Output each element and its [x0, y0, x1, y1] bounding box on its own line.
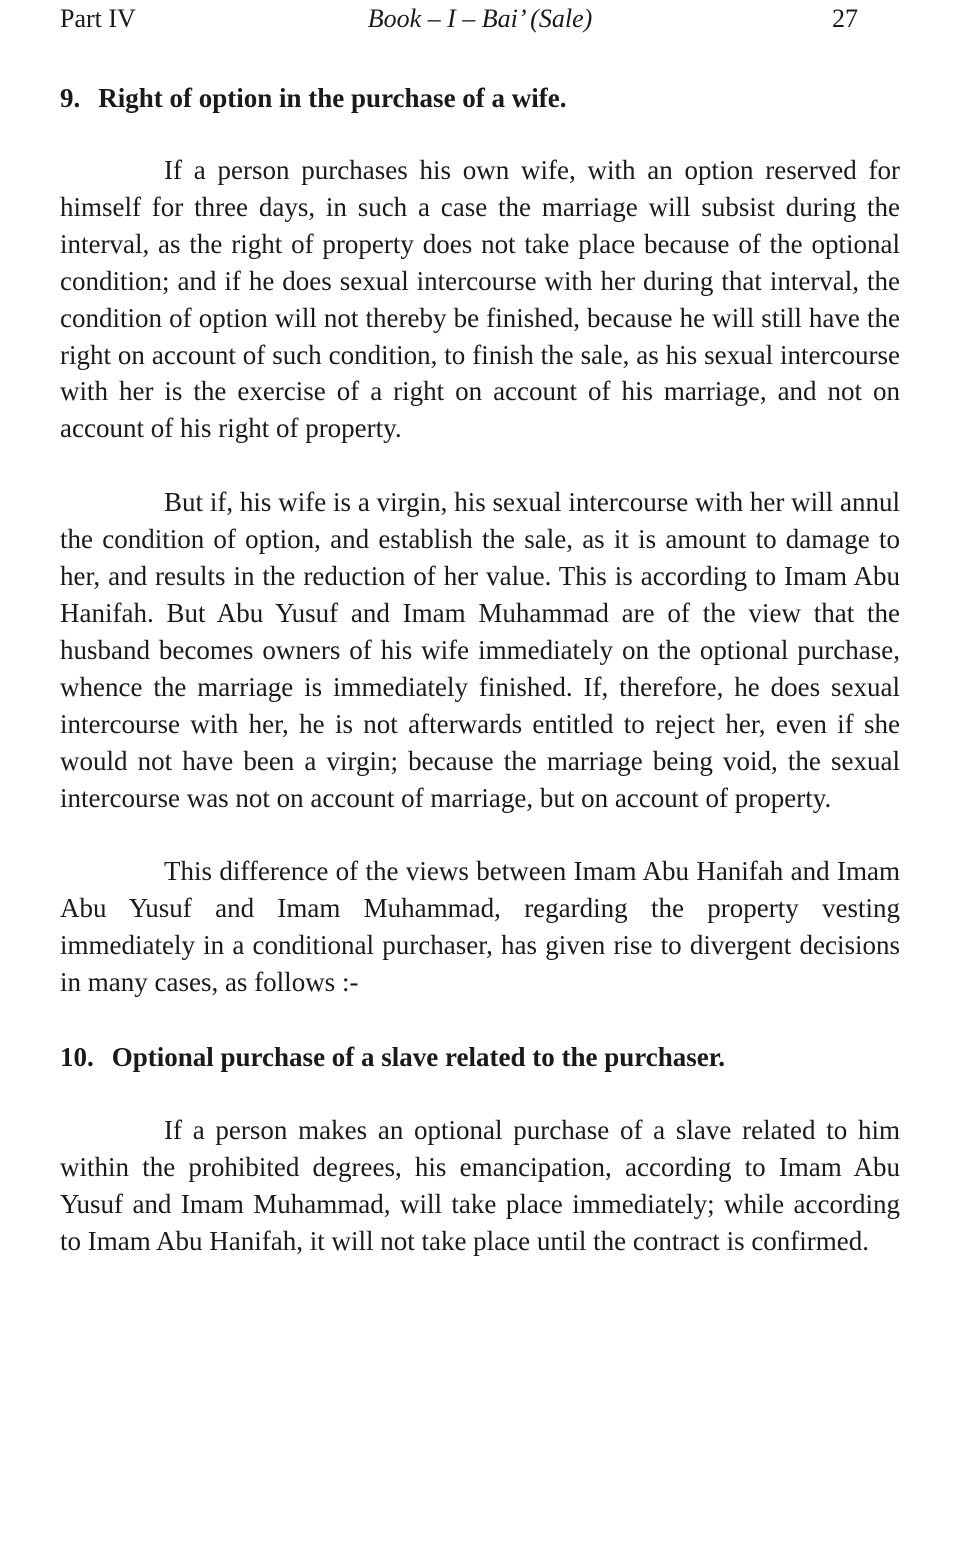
part-label: Part IV: [60, 4, 136, 33]
paragraph: This difference of the views between Imam Abu Hanifah and Imam Abu Yusuf and Imam Muhammad, regarding the property vesting immediately in a conditional purchaser, has given rise to divergent decisions in many cases, as follows :-: [60, 856, 900, 998]
paragraph: If a person makes an optional purchase of a slave related to him within the prohibited degrees, his emancipation, according to Imam Abu Yusuf and Imam Muhammad, will take place immediately; while according to Imam Abu Hanifah, it will not take place until the contract is confirmed.: [60, 1115, 900, 1256]
section-heading-10: [60, 1039, 900, 1075]
section-number: 10.: [60, 1042, 94, 1073]
book-title: Book – I – Bai’ (Sale): [367, 4, 593, 33]
book-page: [60, 0, 900, 1260]
section-title: Right of option in the purchase of a wife.: [98, 83, 567, 113]
section-number: 9.: [60, 83, 81, 113]
running-header: [60, 0, 900, 46]
section-title: Optional purchase of a slave related to the purchaser.: [111, 1042, 726, 1073]
paragraph: If a person purchases his own wife, with an option reserved for himself for three days, in such a case the marriage will subsist during the interval, as the right of property does not take place because of the optional condition; and if he does sexual intercourse with her during that interval, the condition of option will not thereby be finished, because he will still have the right on account of such condition, to finish the sale, as his sexual intercourse with her is the exercise of a right on account of his marriage, and not on account of his right of property.: [60, 155, 900, 444]
page-number: 27: [832, 4, 858, 33]
section-heading-9: [60, 80, 900, 116]
paragraph: But if, his wife is a virgin, his sexual intercourse with her will annul the condition of option, and establish the sale, as it is amount to damage to her, and results in the reduction of her value. This is according to Imam Abu Hanifah. But Abu Yusuf and Imam Muhammad are of the view that the husband becomes owners of his wife immediately on the optional purchase, whence the marriage is immediately finished. If, therefore, he does sexual intercourse with her, he is not afterwards entitled to reject her, even if she would not have been a virgin; because the marriage being void, the sexual intercourse was not on account of marriage, but on account of property.: [60, 487, 900, 813]
